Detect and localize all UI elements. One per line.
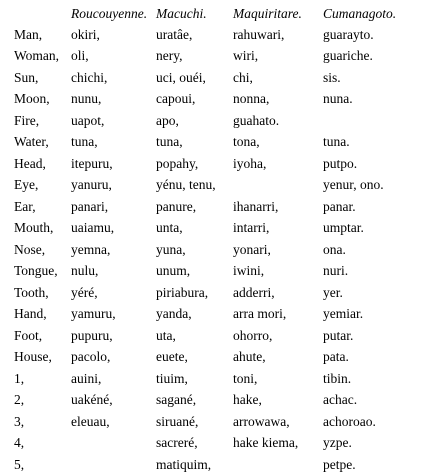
cumanagoto-word: petpe. <box>323 456 356 472</box>
macuchi-word: yuna, <box>156 241 186 257</box>
roucouyenne-word: pacolo, <box>71 349 111 365</box>
table-row <box>14 261 432 283</box>
maquiritare-word: arra mori, <box>233 306 287 322</box>
english-word: Head, <box>14 155 46 171</box>
cumanagoto-word: tibin. <box>323 370 352 386</box>
maquiritare-word: wiri, <box>233 48 259 64</box>
cumanagoto-word: ona. <box>323 241 346 257</box>
table-row <box>14 175 432 197</box>
macuchi-word: unum, <box>156 263 191 279</box>
english-word: Ear, <box>14 198 36 214</box>
table-row <box>14 454 432 476</box>
maquiritare-word: nonna, <box>233 91 270 107</box>
cumanagoto-word: putpo. <box>323 155 358 171</box>
english-word: Water, <box>14 134 49 150</box>
maquiritare-word: iyoha, <box>233 155 267 171</box>
table-row <box>14 411 432 433</box>
macuchi-word: piriabura, <box>156 284 209 300</box>
macuchi-word: popahy, <box>156 155 199 171</box>
table-row <box>14 110 432 132</box>
maquiritare-word: chi, <box>233 69 253 85</box>
header-roucouyenne: Roucouyenne. <box>71 5 148 21</box>
macuchi-word: uratâe, <box>156 26 193 42</box>
english-word: House, <box>14 349 52 365</box>
header-row <box>14 3 432 24</box>
maquiritare-word: ohorro, <box>233 327 273 343</box>
roucouyenne-word: yéré, <box>71 284 98 300</box>
macuchi-word: matiquim, <box>156 456 212 472</box>
english-word: Man, <box>14 26 43 42</box>
macuchi-word: uci, ouéi, <box>156 69 206 85</box>
english-word: Woman, <box>14 48 60 64</box>
cumanagoto-word: yemiar. <box>323 306 364 322</box>
macuchi-word: yanda, <box>156 306 192 322</box>
cumanagoto-word: panar. <box>323 198 356 214</box>
roucouyenne-word: oli, <box>71 48 89 64</box>
english-word: Nose, <box>14 241 46 257</box>
macuchi-word: uta, <box>156 327 176 343</box>
maquiritare-word: toni, <box>233 370 258 386</box>
table-row <box>14 67 432 89</box>
maquiritare-word: hake kiema, <box>233 435 299 451</box>
table-row <box>14 196 432 218</box>
cumanagoto-word: yzpe. <box>323 435 352 451</box>
header-maquiritare: Maquiritare. <box>233 5 302 21</box>
macuchi-word: siruané, <box>156 413 199 429</box>
english-word: 1, <box>14 370 25 386</box>
vocabulary-table <box>14 3 432 476</box>
cumanagoto-word: guariche. <box>323 48 373 64</box>
roucouyenne-word: chichi, <box>71 69 108 85</box>
english-word: 3, <box>14 413 25 429</box>
macuchi-word: tiuim, <box>156 370 188 386</box>
macuchi-word: tuna, <box>156 134 183 150</box>
table-body <box>14 24 432 476</box>
cumanagoto-word: achac. <box>323 392 358 408</box>
roucouyenne-word: auini, <box>71 370 102 386</box>
english-word: Tooth, <box>14 284 49 300</box>
maquiritare-word: yonari, <box>233 241 271 257</box>
maquiritare-word: hake, <box>233 392 262 408</box>
table-row <box>14 132 432 154</box>
macuchi-word: nery, <box>156 48 183 64</box>
cumanagoto-word: guarayto. <box>323 26 374 42</box>
roucouyenne-word: uakéné, <box>71 392 113 408</box>
header-cumanagoto: Cumanagoto. <box>323 5 397 21</box>
roucouyenne-word: yamuru, <box>71 306 116 322</box>
maquiritare-word: arrowawa, <box>233 413 290 429</box>
cumanagoto-word: nuri. <box>323 263 349 279</box>
table-row <box>14 239 432 261</box>
maquiritare-word: tona, <box>233 134 260 150</box>
cumanagoto-word: nuna. <box>323 91 353 107</box>
roucouyenne-word: uapot, <box>71 112 105 128</box>
macuchi-word: yénu, tenu, <box>156 177 216 193</box>
roucouyenne-word: eleuau, <box>71 413 110 429</box>
roucouyenne-word: nunu, <box>71 91 102 107</box>
cumanagoto-word: umptar. <box>323 220 364 236</box>
cumanagoto-word: putar. <box>323 327 354 343</box>
table-row <box>14 46 432 68</box>
english-word: 2, <box>14 392 25 408</box>
roucouyenne-word: okiri, <box>71 26 100 42</box>
maquiritare-word: guahato. <box>233 112 280 128</box>
table-row <box>14 153 432 175</box>
roucouyenne-word: uaiamu, <box>71 220 115 236</box>
maquiritare-word: ihanarri, <box>233 198 279 214</box>
maquiritare-word: adderri, <box>233 284 275 300</box>
roucouyenne-word: pupuru, <box>71 327 113 343</box>
roucouyenne-word: yanuru, <box>71 177 112 193</box>
maquiritare-word: iwini, <box>233 263 265 279</box>
macuchi-word: euete, <box>156 349 188 365</box>
english-word: Sun, <box>14 69 39 85</box>
english-word: Tongue, <box>14 263 58 279</box>
english-word: 5, <box>14 456 25 472</box>
maquiritare-word: ahute, <box>233 349 266 365</box>
english-word: 4, <box>14 435 25 451</box>
macuchi-word: sacreré, <box>156 435 198 451</box>
macuchi-word: capoui, <box>156 91 196 107</box>
macuchi-word: apo, <box>156 112 179 128</box>
cumanagoto-word: pata. <box>323 349 349 365</box>
english-word: Mouth, <box>14 220 54 236</box>
table-row <box>14 218 432 240</box>
table-row <box>14 325 432 347</box>
roucouyenne-word: tuna, <box>71 134 98 150</box>
english-word: Eye, <box>14 177 39 193</box>
table-row <box>14 24 432 46</box>
roucouyenne-word: itepuru, <box>71 155 113 171</box>
table-row <box>14 347 432 369</box>
cumanagoto-word: sis. <box>323 69 341 85</box>
english-word: Fire, <box>14 112 40 128</box>
table-row <box>14 89 432 111</box>
table-row <box>14 368 432 390</box>
table-row <box>14 390 432 412</box>
english-word: Moon, <box>14 91 50 107</box>
cumanagoto-word: yenur, ono. <box>323 177 384 193</box>
english-word: Hand, <box>14 306 47 322</box>
header-macuchi: Macuchi. <box>156 5 207 21</box>
macuchi-word: unta, <box>156 220 183 236</box>
roucouyenne-word: panari, <box>71 198 109 214</box>
roucouyenne-word: yemna, <box>71 241 111 257</box>
table-row <box>14 282 432 304</box>
english-word: Foot, <box>14 327 43 343</box>
maquiritare-word: rahuwari, <box>233 26 285 42</box>
table-row <box>14 304 432 326</box>
table-row <box>14 433 432 455</box>
cumanagoto-word: yer. <box>323 284 343 300</box>
roucouyenne-word: nulu, <box>71 263 99 279</box>
maquiritare-word: intarri, <box>233 220 270 236</box>
cumanagoto-word: tuna. <box>323 134 350 150</box>
macuchi-word: panure, <box>156 198 197 214</box>
cumanagoto-word: achoroao. <box>323 413 376 429</box>
macuchi-word: sagané, <box>156 392 197 408</box>
